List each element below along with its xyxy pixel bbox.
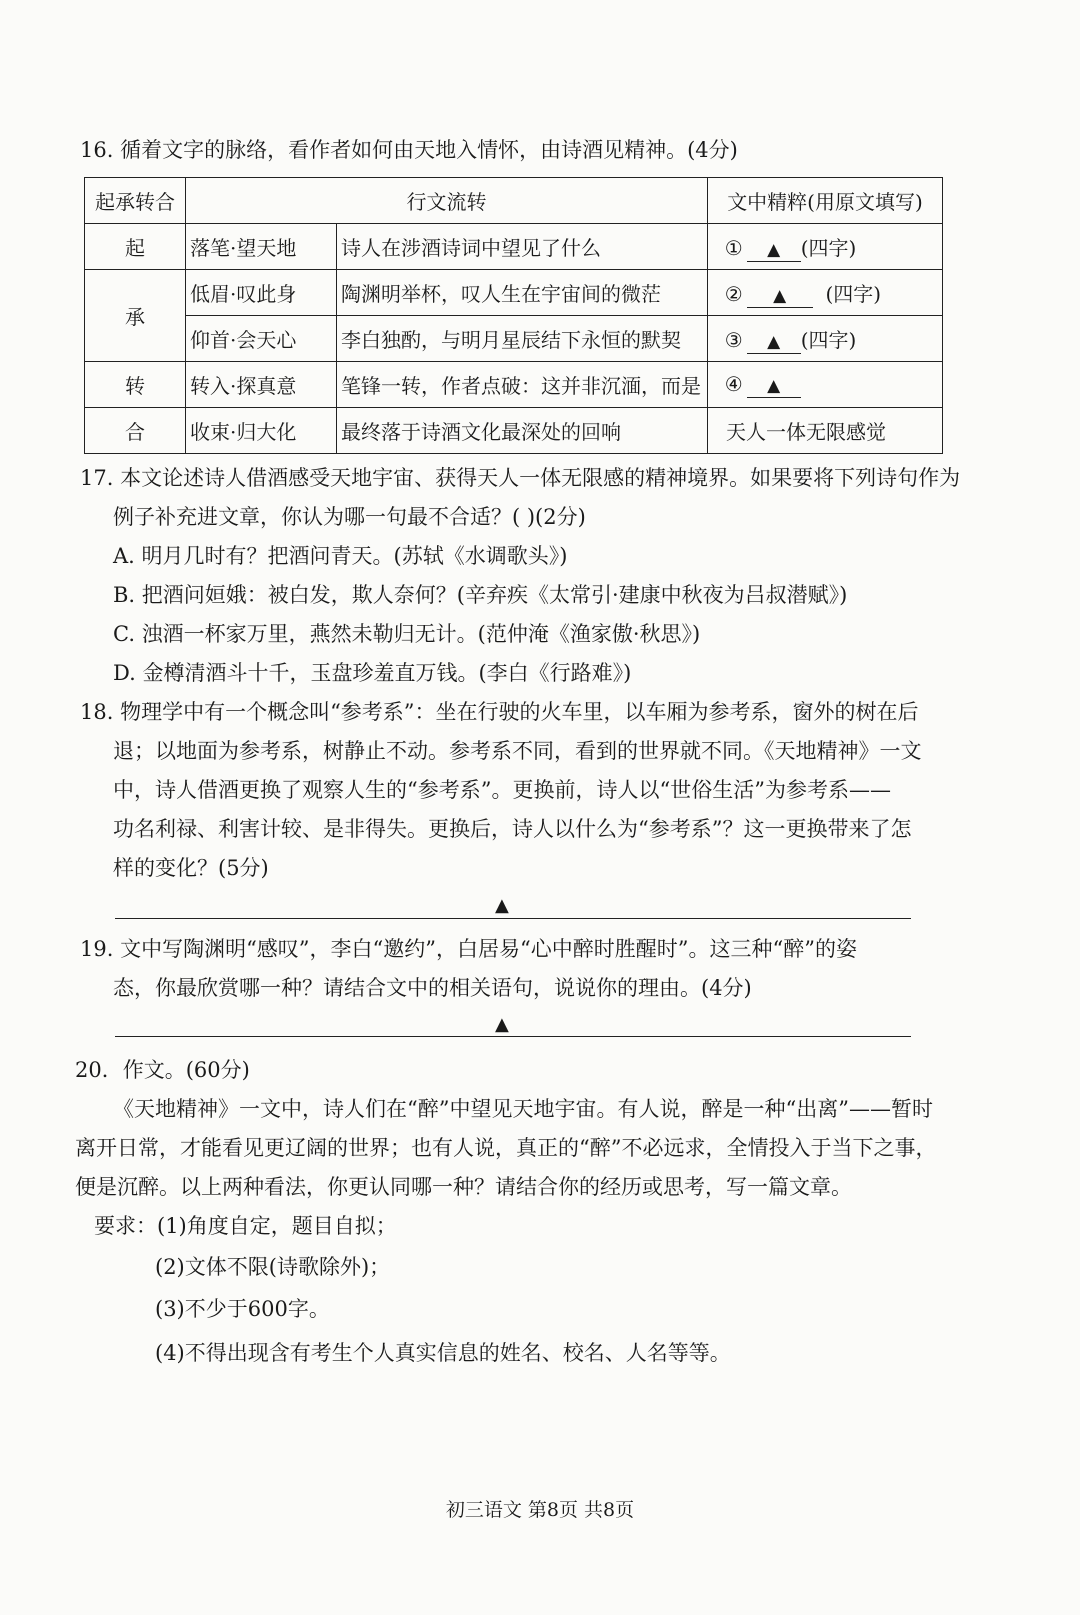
q20-requirement-3: (3)不少于600字。 (155, 1297, 330, 1321)
page-footer: 初三语文 第8页 共8页 (445, 1499, 635, 1521)
topic-cell: 收束·归大化 (186, 408, 337, 454)
q20-requirement-4: (4)不得出现含有考生个人真实信息的姓名、校名、人名等等。 (155, 1341, 731, 1365)
triangle-icon: ▲ (773, 285, 787, 306)
stage-cell: 承 (85, 270, 186, 362)
circle-number: ② (724, 281, 743, 306)
q16-table (84, 177, 943, 454)
answer-blank[interactable] (747, 237, 801, 262)
answer-cell[interactable] (708, 362, 943, 408)
topic-cell: 落笔·望天地 (186, 224, 337, 270)
q19-line1: 19. 文中写陶渊明“感叹”，李白“邀约”，白居易“心中醉时胜醒时”。这三种“醉”的姿 (80, 937, 857, 961)
answer-blank[interactable] (747, 283, 813, 308)
table-header-row (85, 178, 943, 224)
q20-title: 20．作文。(60分) (75, 1058, 250, 1082)
header-stage: 起承转合 (85, 178, 186, 224)
q17-option-b[interactable]: B. 把酒问姮娥：被白发，欺人奈何？(辛弃疾《太常引·建康中秋夜为吕叔潜赋》) (113, 583, 848, 607)
triangle-icon: ▲ (767, 375, 781, 396)
table-row (85, 316, 943, 362)
q19-answer-line[interactable] (115, 1036, 911, 1037)
table-row (85, 362, 943, 408)
stage-cell: 转 (85, 362, 186, 408)
q20-line2: 离开日常，才能看见更辽阔的世界；也有人说，真正的“醉”不必远求，全情投入于当下之事， (75, 1136, 937, 1160)
q18-line2: 退；以地面为参考系，树静止不动。参考系不同，看到的世界就不同。《天地精神》一文 (113, 739, 922, 763)
header-essence: 文中精粹(用原文填写) (708, 178, 943, 224)
header-flow: 行文流转 (186, 178, 708, 224)
q18-line5: 样的变化？(5分) (113, 856, 269, 880)
answer-blank[interactable] (747, 373, 801, 398)
circle-number: ③ (724, 327, 743, 352)
triangle-icon: ▲ (767, 239, 781, 260)
q20-requirement-1: 要求：(1)角度自定，题目自拟； (94, 1214, 397, 1238)
answer-cell[interactable] (708, 270, 943, 316)
topic-cell: 低眉·叹此身 (186, 270, 337, 316)
q19-line2: 态，你最欣赏哪一种？请结合文中的相关语句，说说你的理由。(4分) (113, 976, 752, 1000)
q18-line3: 中，诗人借酒更换了观察人生的“参考系”。更换前，诗人以“世俗生活”为参考系—— (113, 778, 891, 802)
q18-answer-line[interactable] (115, 918, 911, 919)
circle-number: ① (724, 235, 743, 260)
q17-option-c[interactable]: C. 浊酒一杯家万里，燕然未勒归无计。(范仲淹《渔家傲·秋思》) (113, 622, 701, 646)
desc-cell: 诗人在涉酒诗词中望见了什么 (337, 224, 708, 270)
triangle-icon: ▲ (767, 331, 781, 352)
desc-cell: 笔锋一转，作者点破：这并非沉湎，而是 (337, 362, 708, 408)
char-count-note: (四字) (800, 235, 857, 260)
table-row (85, 408, 943, 454)
q20-line3: 便是沉醉。以上两种看法，你更认同哪一种？请结合你的经历或思考，写一篇文章。 (75, 1175, 852, 1199)
answer-blank[interactable] (747, 329, 801, 354)
desc-cell: 陶渊明举杯，叹人生在宇宙间的微茫 (337, 270, 708, 316)
table-row (85, 224, 943, 270)
q20-line1: 《天地精神》一文中，诗人们在“醉”中望见天地宇宙。有人说，醉是一种“出离”——暂时 (113, 1097, 933, 1121)
q17-option-d[interactable]: D. 金樽清酒斗十千，玉盘珍羞直万钱。(李白《行路难》) (113, 661, 632, 685)
answer-cell[interactable] (708, 316, 943, 362)
q18-line1: 18. 物理学中有一个概念叫“参考系”：坐在行驶的火车里，以车厢为参考系，窗外的树在后 (80, 700, 919, 724)
triangle-icon: ▲ (495, 1014, 509, 1035)
stage-cell: 合 (85, 408, 186, 454)
q16-prompt: 16. 循着文字的脉络，看作者如何由天地入情怀，由诗酒见精神。(4分) (80, 138, 738, 162)
char-count-note: (四字) (825, 281, 882, 306)
q17-stem-line1: 17. 本文论述诗人借酒感受天地宇宙、获得天人一体无限感的精神境界。如果要将下列诗句作为 (80, 466, 961, 490)
circle-number: ④ (724, 371, 743, 396)
q17-option-a[interactable]: A. 明月几时有？把酒问青天。(苏轼《水调歌头》) (113, 544, 568, 568)
char-count-note: (四字) (800, 327, 857, 352)
q18-line4: 功名利禄、利害计较、是非得失。更换后，诗人以什么为“参考系”？这一更换带来了怎 (113, 817, 912, 841)
table-row (85, 270, 943, 316)
desc-cell: 最终落于诗酒文化最深处的回响 (337, 408, 708, 454)
topic-cell: 转入·探真意 (186, 362, 337, 408)
answer-cell: 天人一体无限感觉 (708, 408, 943, 454)
stage-cell: 起 (85, 224, 186, 270)
desc-cell: 李白独酌，与明月星辰结下永恒的默契 (337, 316, 708, 362)
q20-requirement-2: (2)文体不限(诗歌除外)； (155, 1255, 391, 1279)
answer-cell[interactable] (708, 224, 943, 270)
q17-stem-line2: 例子补充进文章，你认为哪一句最不合适？( )(2分) (113, 505, 586, 529)
triangle-icon: ▲ (495, 895, 509, 916)
topic-cell: 仰首·会天心 (186, 316, 337, 362)
